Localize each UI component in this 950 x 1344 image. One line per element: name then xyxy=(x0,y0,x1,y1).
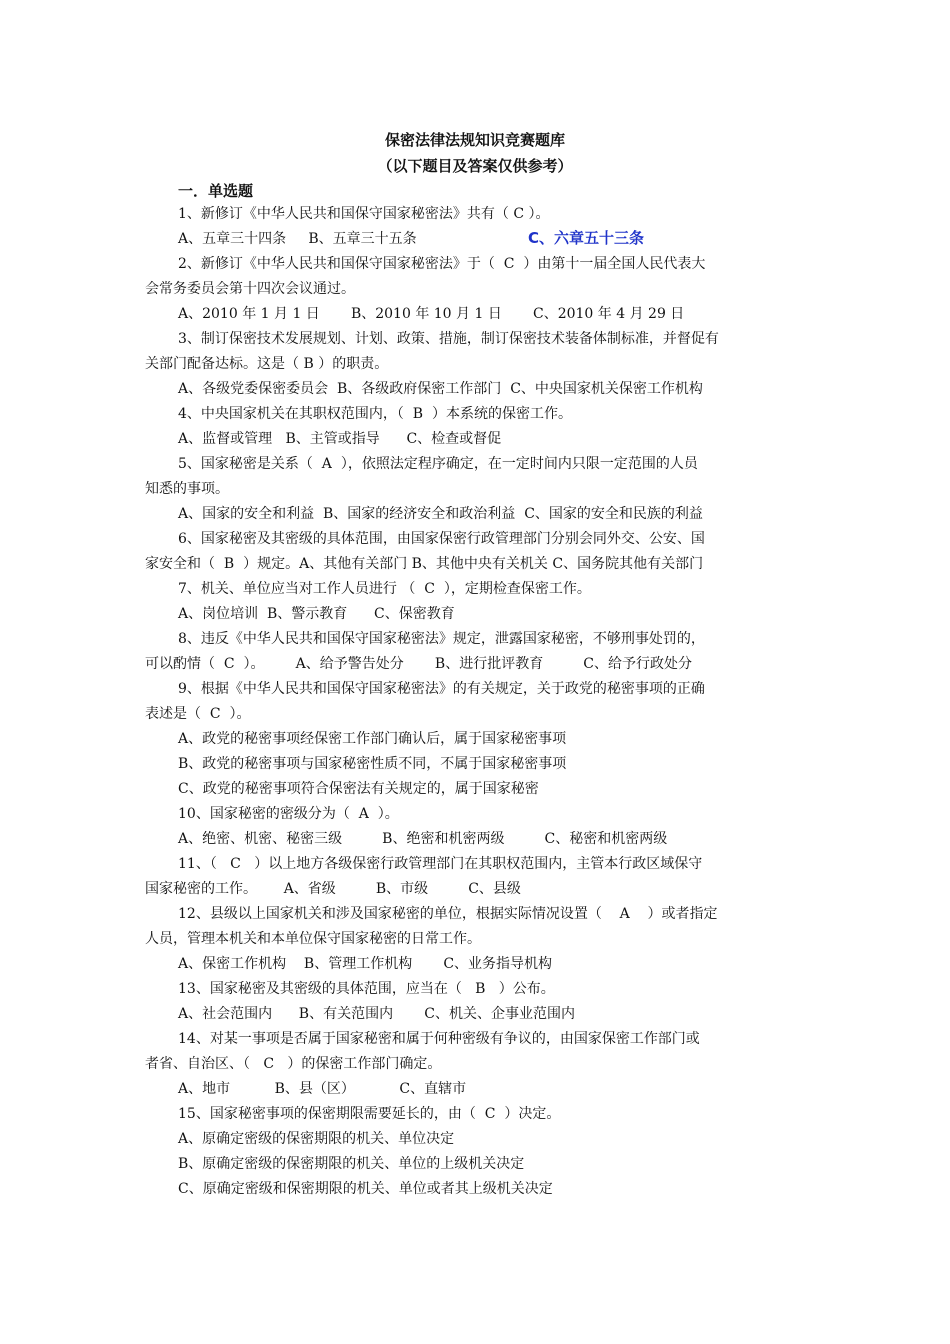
question-line: 9、根据《中华人民共和国保守国家秘密法》的有关规定，关于政党的秘密事项的正确 xyxy=(178,681,705,697)
question-line: 3、制订保密技术发展规划、计划、政策、措施，制订保密技术装备体制标准，并督促有 xyxy=(178,331,719,347)
highlighted-answer: C、六章五十三条 xyxy=(528,229,645,247)
question-line: 关部门配备达标。这是（ B ）的职责。 xyxy=(145,356,389,372)
option-line: C、原确定密级和保密期限的机关、单位或者其上级机关决定 xyxy=(178,1181,553,1197)
question-line: 7、机关、单位应当对工作人员进行 （ C ），定期检查保密工作。 xyxy=(178,581,591,597)
option-line: A、地市 B、县（区） C、直辖市 xyxy=(178,1081,467,1097)
option-line: A、国家的安全和利益 B、国家的经济安全和政治利益 C、国家的安全和民族的利益 xyxy=(178,506,703,522)
option-line: A、社会范围内 B、有关范围内 C、机关、企事业范围内 xyxy=(178,1006,575,1022)
question-line: 国家秘密的工作。 A、省级 B、市级 C、县级 xyxy=(145,881,521,897)
option-line: C、政党的秘密事项符合保密法有关规定的，属于国家秘密 xyxy=(178,781,539,797)
question-line: 家安全和（ B ）规定。A、其他有关部门 B、其他中央有关机关 C、国务院其他有关部门 xyxy=(145,556,704,572)
question-line: 1、新修订《中华人民共和国保守国家秘密法》共有（ C ）。 xyxy=(178,206,550,222)
option-line: A、监督或管理 B、主管或指导 C、检查或督促 xyxy=(178,431,502,447)
document-subtitle: （以下题目及答案仅供参考） xyxy=(377,157,573,175)
question-line: 表述是（ C ）。 xyxy=(145,706,251,722)
question-line: 人员，管理本机关和本单位保守国家秘密的日常工作。 xyxy=(145,931,481,947)
option-line: A、保密工作机构 B、管理工作机构 C、业务指导机构 xyxy=(178,956,553,972)
option-line: A、绝密、机密、秘密三级 B、绝密和机密两级 C、秘密和机密两级 xyxy=(178,831,668,847)
question-line: 15、国家秘密事项的保密期限需要延长的，由（ C ）决定。 xyxy=(178,1106,561,1122)
question-line: 13、国家秘密及其密级的具体范围，应当在（ B ）公布。 xyxy=(178,981,555,997)
question-line: 可以酌情（ C ）。 A、给予警告处分 B、进行批评教育 C、给予行政处分 xyxy=(145,656,692,672)
question-line: 知悉的事项。 xyxy=(145,481,229,497)
question-line: 11、（ C ）以上地方各级保密行政管理部门在其职权范围内，主管本行政区域保守 xyxy=(178,856,703,872)
option-line: B、政党的秘密事项与国家秘密性质不同，不属于国家秘密事项 xyxy=(178,756,567,772)
option-line: A、五章三十四条 B、五章三十五条 xyxy=(178,231,417,247)
question-line: 5、国家秘密是关系（ A ），依照法定程序确定，在一定时间内只限一定范围的人员 xyxy=(178,456,698,472)
option-line: A、各级党委保密委员会 B、各级政府保密工作部门 C、中央国家机关保密工作机构 xyxy=(178,381,703,397)
option-line: B、原确定密级的保密期限的机关、单位的上级机关决定 xyxy=(178,1156,525,1172)
document-title: 保密法律法规知识竞赛题库 xyxy=(384,131,565,149)
option-line: A、岗位培训 B、警示教育 C、保密教育 xyxy=(178,606,455,622)
question-line: 8、违反《中华人民共和国保守国家秘密法》规定，泄露国家秘密，不够刑事处罚的， xyxy=(178,631,705,647)
question-line: 12、县级以上国家机关和涉及国家秘密的单位，根据实际情况设置（ A ）或者指定 xyxy=(178,906,718,922)
question-line: 者省、自治区、（ C ）的保密工作部门确定。 xyxy=(145,1056,442,1072)
question-line: 2、新修订《中华人民共和国保守国家秘密法》于（ C ）由第十一届全国人民代表大 xyxy=(178,256,706,272)
question-line: 6、国家秘密及其密级的具体范围，由国家保密行政管理部门分别会同外交、公安、国 xyxy=(178,531,705,547)
section-heading: 一．单选题 xyxy=(178,182,254,200)
option-line: A、政党的秘密事项经保密工作部门确认后，属于国家秘密事项 xyxy=(178,731,567,747)
option-line: A、原确定密级的保密期限的机关、单位决定 xyxy=(178,1131,455,1147)
question-line: 14、对某一事项是否属于国家秘密和属于何种密级有争议的，由国家保密工作部门或 xyxy=(178,1031,700,1047)
option-line: A、2010 年 1 月 1 日 B、2010 年 10 月 1 日 C、2010 年 4 月 29 日 xyxy=(178,306,685,322)
question-line: 会常务委员会第十四次会议通过。 xyxy=(145,281,355,297)
question-line: 4、中央国家机关在其职权范围内，（ B ）本系统的保密工作。 xyxy=(178,406,572,422)
question-line: 10、国家秘密的密级分为（ A ）。 xyxy=(178,806,399,822)
